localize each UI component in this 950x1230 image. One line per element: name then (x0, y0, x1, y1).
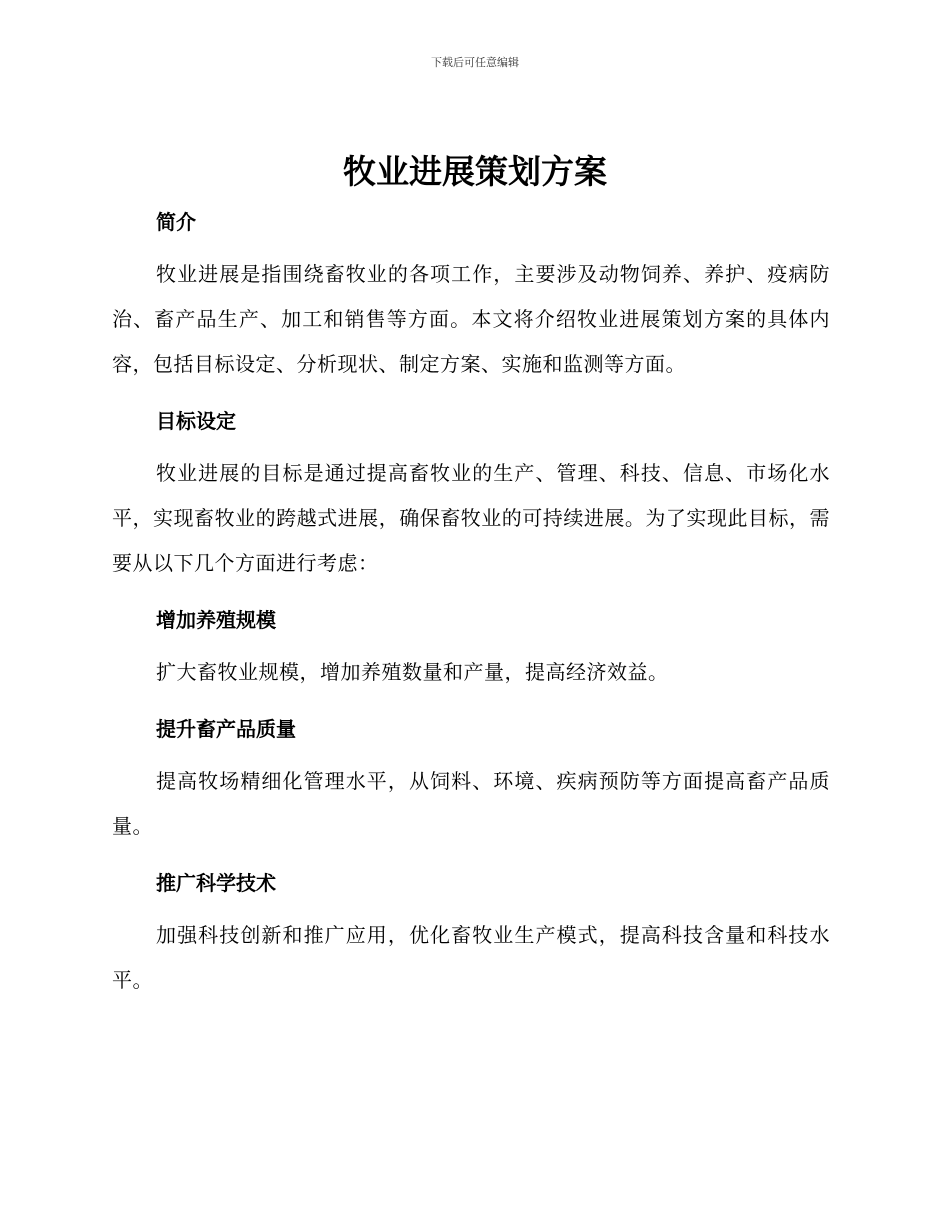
section-heading: 推广科学技术 (156, 871, 276, 895)
section-heading: 简介 (156, 210, 196, 234)
document-body (112, 204, 830, 1003)
page-header-note: 下载后可任意编辑 (431, 56, 519, 69)
document-title: 牧业进展策划方案 (343, 152, 607, 191)
section-heading: 增加养殖规模 (156, 608, 276, 632)
section-heading: 目标设定 (156, 409, 236, 433)
section-scale (112, 602, 830, 695)
section-paragraph: 扩大畜牧业规模，增加养殖数量和产量，提高经济效益。 (156, 660, 669, 684)
section-goals (112, 403, 830, 586)
section-paragraph: 牧业进展是指围绕畜牧业的各项工作，主要涉及动物饲养、养护、疫病防治、畜产品生产、加工和销售等方面。本文将介绍牧业进展策划方案的具体内容，包括目标设定、分析现状、制定方案、实施和监测等方面。 (112, 262, 830, 376)
section-paragraph: 牧业进展的目标是通过提高畜牧业的生产、管理、科技、信息、市场化水平，实现畜牧业的跨越式进展，确保畜牧业的可持续进展。为了实现此目标，需要从以下几个方面进行考虑： (112, 461, 830, 575)
section-heading: 提升畜产品质量 (156, 717, 296, 741)
section-technology (112, 865, 830, 1003)
section-intro (112, 204, 830, 387)
section-paragraph: 提高牧场精细化管理水平，从饲料、环境、疾病预防等方面提高畜产品质量。 (112, 769, 830, 838)
section-quality (112, 711, 830, 849)
section-paragraph: 加强科技创新和推广应用，优化畜牧业生产模式，提高科技含量和科技水平。 (112, 923, 830, 992)
